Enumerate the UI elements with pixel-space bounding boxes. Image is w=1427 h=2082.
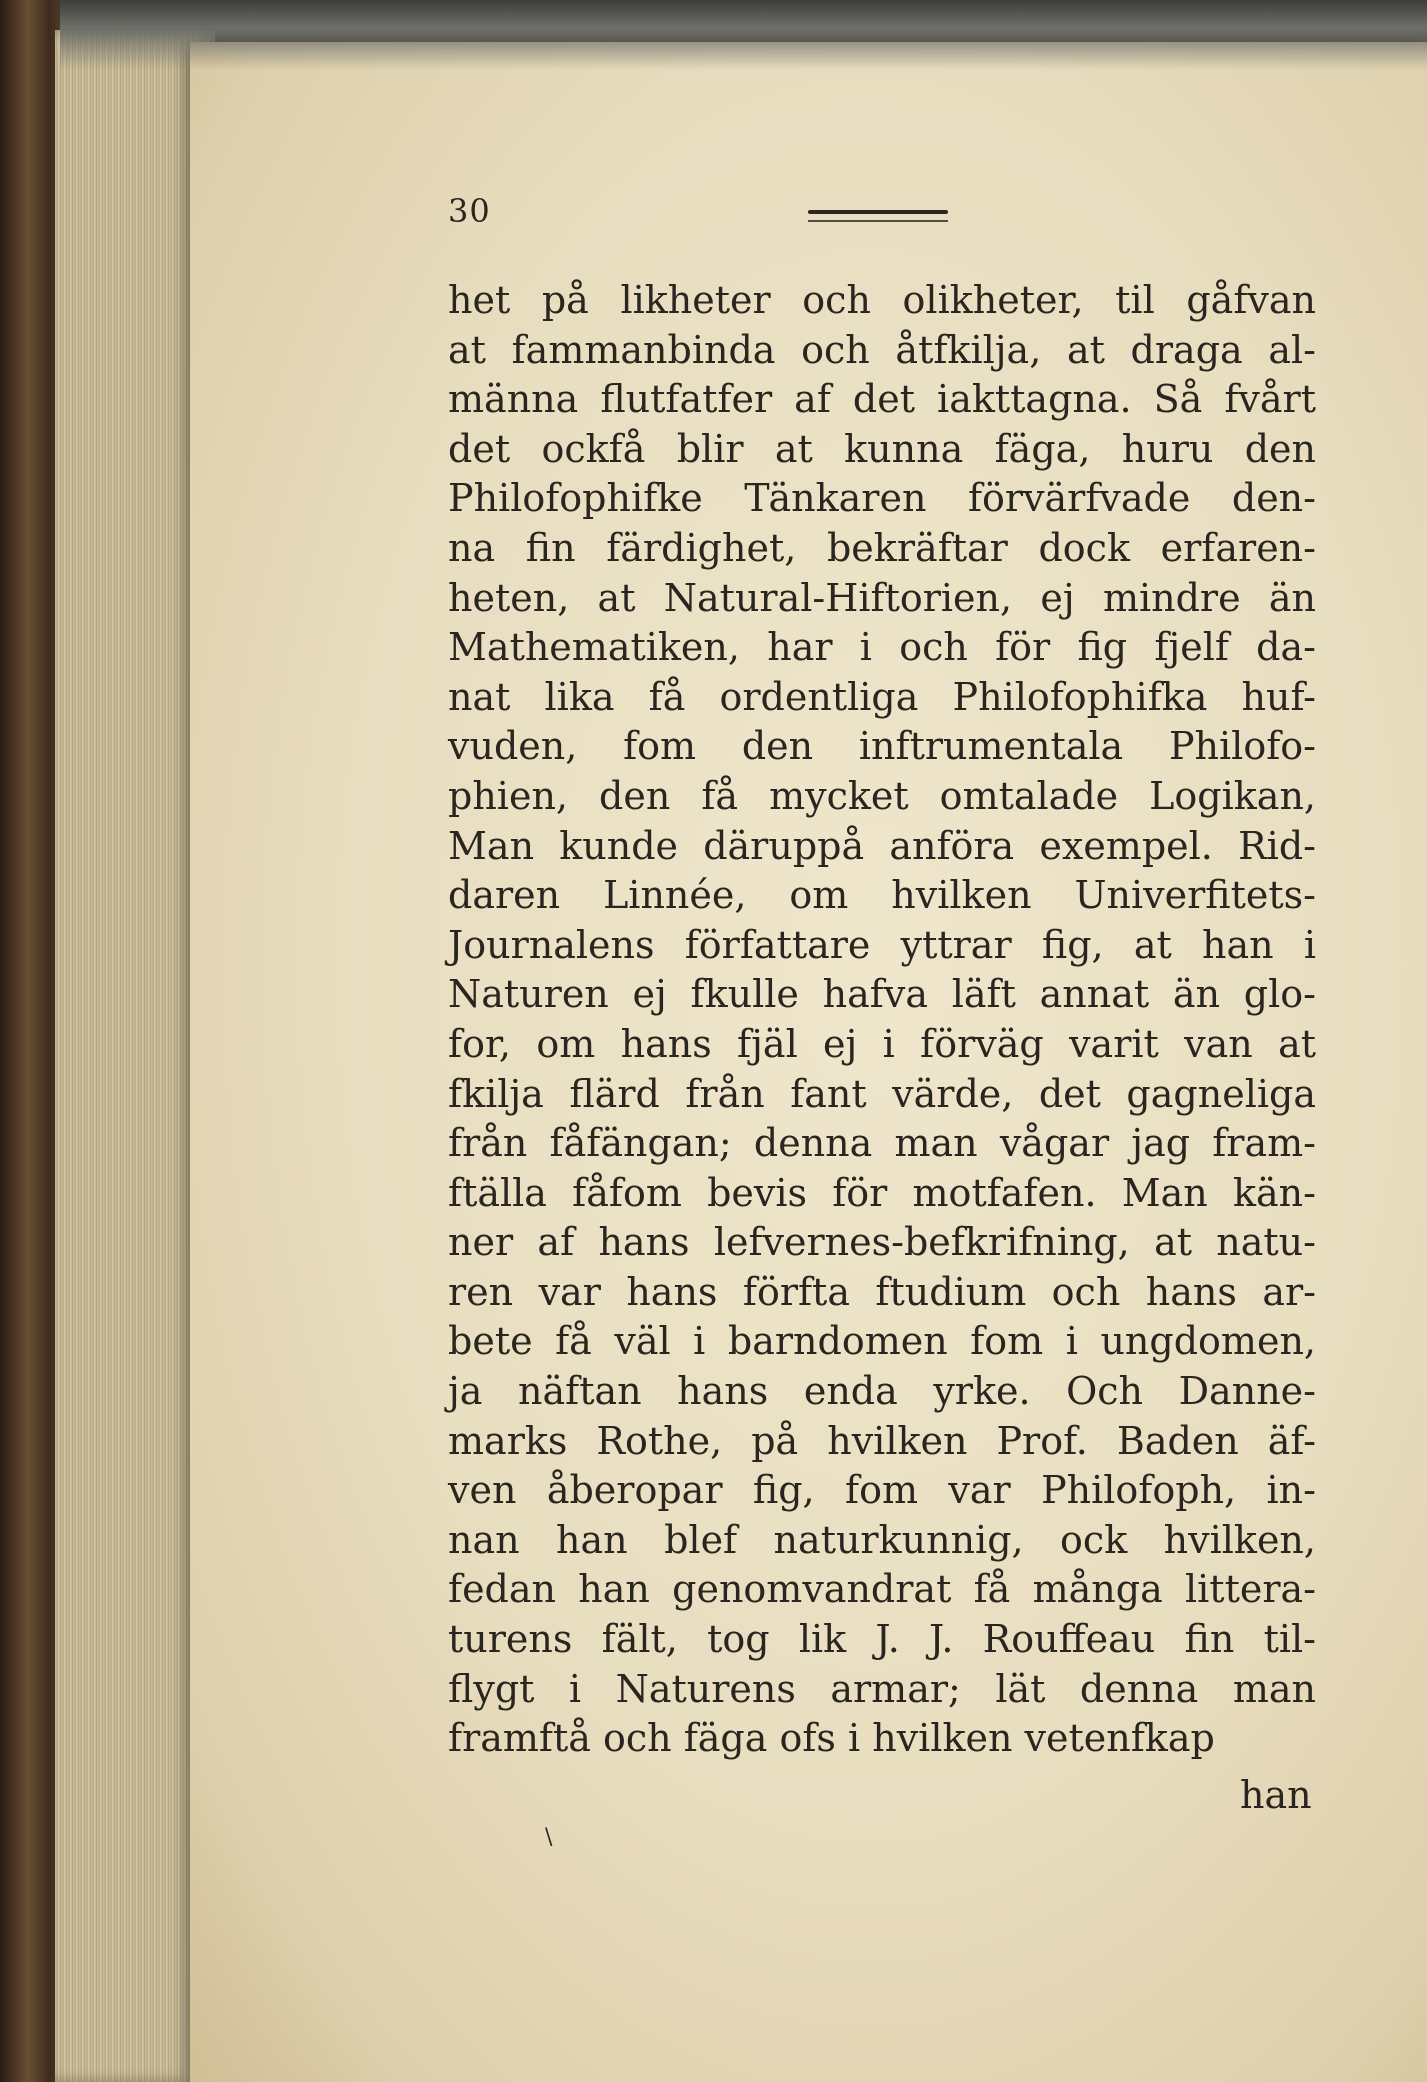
text-line: het på likheter och olikheter, til gåfvan	[448, 278, 1316, 322]
text-line: nan han blef naturkunnig, ock hvilken,	[448, 1517, 1316, 1562]
text-line: framftå och fäga ofs i hvilken vetenfkap	[448, 1716, 1215, 1761]
top-shadow	[60, 0, 1427, 70]
text-line: daren Linnée, om hvilken Univerfitets-	[448, 873, 1316, 918]
text-line: Philofophifke Tänkaren förvärfvade den-	[448, 476, 1316, 521]
text-line: ven åberopar fig, fom var Philofoph, in-	[448, 1468, 1316, 1513]
text-line: phien, den få mycket omtalade Logikan,	[448, 773, 1316, 818]
stray-mark: \	[545, 1825, 553, 1850]
header-rule-thin	[808, 220, 948, 222]
text-line: fkilja flärd från fant värde, det gagneliga	[448, 1071, 1316, 1116]
catchword: han	[1240, 1773, 1312, 1817]
text-line: männa flutfatfer af det iakttagna. Så fvårt	[448, 377, 1316, 422]
body-text	[448, 276, 1316, 1764]
text-line: turens fält, tog lik J. J. Rouffeau fin til-	[448, 1617, 1316, 1662]
text-line: vuden, fom den inftrumentala Philofo-	[448, 724, 1316, 769]
text-line: från fåfängan; denna man vågar jag fram-	[448, 1121, 1316, 1166]
text-line: Man kunde däruppå anföra exempel. Rid-	[448, 823, 1316, 868]
text-line: Journalens författare yttrar fig, at han i	[448, 922, 1316, 967]
text-line: nat lika få ordentliga Philofophifka huf-	[448, 674, 1316, 719]
text-line: at fammanbinda och åtfkilja, at draga al-	[448, 327, 1316, 372]
text-line: Mathematiken, har i och för fig fjelf da-	[448, 625, 1316, 670]
text-line: marks Rothe, på hvilken Prof. Baden äf-	[448, 1418, 1316, 1463]
text-line: ftälla fåfom bevis för motfafen. Man kän-	[448, 1170, 1316, 1215]
text-line: heten, at Natural-Hiftorien, ej mindre än	[448, 575, 1316, 620]
text-line: na fin färdighet, bekräftar dock erfaren-	[448, 525, 1316, 570]
text-line: fedan han genomvandrat få många littera-	[448, 1567, 1316, 1612]
header-rule	[808, 210, 948, 214]
text-line: ren var hans förfta ftudium och hans ar-	[448, 1269, 1316, 1314]
text-line: ner af hans lefvernes-befkrifning, at natu-	[448, 1220, 1316, 1265]
text-line: for, om hans fjäl ej i förväg varit van at	[448, 1021, 1316, 1066]
page-number: 30	[448, 192, 491, 230]
text-line: ja näftan hans enda yrke. Och Danne-	[448, 1369, 1316, 1414]
text-line: det ockfå blir at kunna fäga, huru den	[448, 426, 1316, 471]
text-line: bete få väl i barndomen fom i ungdomen,	[448, 1319, 1316, 1364]
text-line: flygt i Naturens armar; lät denna man	[448, 1666, 1316, 1711]
text-line: Naturen ej fkulle hafva läft annat än glo-	[448, 972, 1316, 1017]
